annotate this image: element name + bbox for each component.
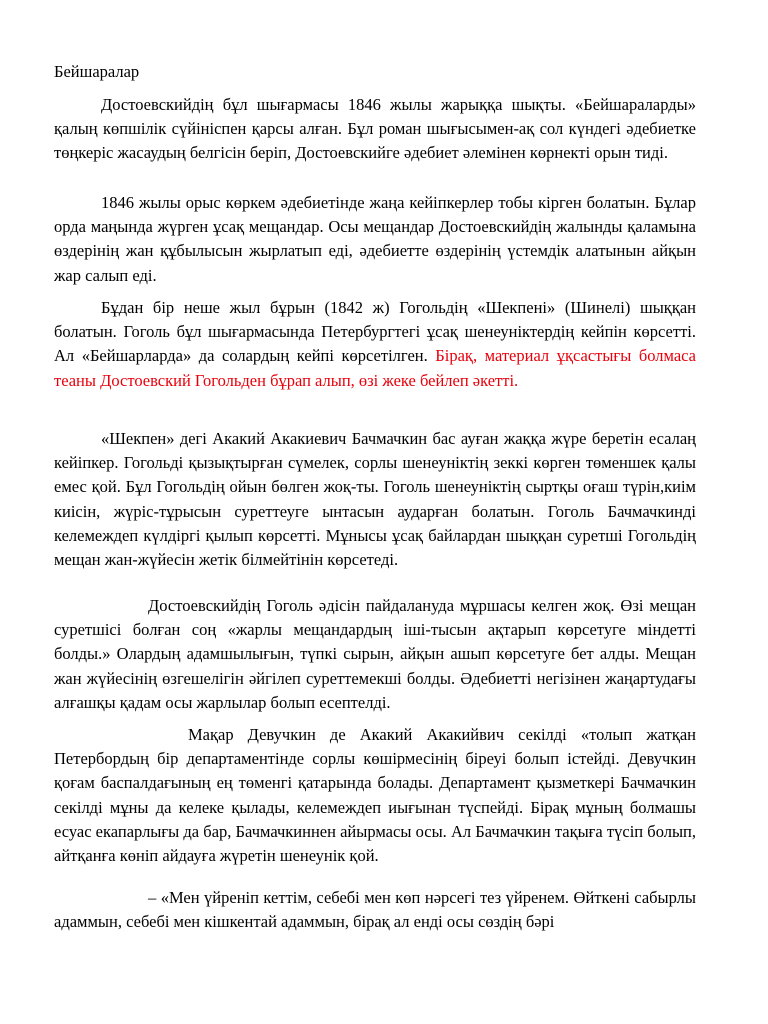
paragraph-4: [54, 427, 696, 572]
highlighted-sentence: Бірақ, материал ұқсастығы болмаса теаны Достоевский Гогольден бұрап алып, өзі жеке бейлеп әкетті.: [54, 346, 696, 390]
paragraph-6: [54, 723, 696, 868]
paragraph-1-text: Достоевскийдің бұл шығармасы 1846 жылы жарыққа шықты. «Бейшараларды» қалың көпшілік сүйініспен қарсы алған. Бұл роман шығысымен-ақ сол күндегі әдебиетке төңкеріс жасаудың белгісін беріп, Достоевскийге әдебиет әлемінен көрнекті орын тиді.: [54, 95, 696, 163]
document-title: Бейшаралар: [54, 62, 140, 81]
paragraph-3-text: Бұдан бір неше жыл бұрын (1842 ж) Гогольдің «Шекпені» (Шинелі) шыққан болатын. Гоголь бұл шығармасында Петербургтегі ұсақ шенеуніктердің кейпін көрсетті. Ал «Бейшарларда» да солардың кейпі көрсетілген.: [54, 298, 696, 366]
paragraph-7: [54, 886, 696, 934]
paragraph-4-text: «Шекпен» дегі Акакий Акакиевич Бачмачкин бас ауған жаққа жүре беретін есалаң кейіпкер. Гогольді қызықтырған сүмелек, сорлы шенеуніктің зеккі көрген төменшек қалы емес қой. Бұл Гогольдің ойын бөлген жоқ-ты. Гоголь шенеуніктің сыртқы оғаш түрін,киім киісін, жүріс-тұрысын суреттеуге ынтасын аударған болатын. Гоголь Бачмачкинді келемеждеп күлдіргі қылып көрсетті. Мұнысы ұсақ байлардан шыққан суретші Гогольдің мещан жан-жүйесін жетік білмейтінін көрсетеді.: [54, 429, 696, 570]
paragraph-7-text: – «Мен үйреніп кеттім, себебі мен көп нәрсегі тез үйренем. Өйткені сабырлы адаммын, себебі мен кішкентай адаммын, бірақ ал енді осы сөздің бәрі: [54, 888, 696, 932]
paragraph-2-text: 1846 жылы орыс көркем әдебиетінде жаңа кейіпкерлер тобы кірген болатын. Бұлар орда маңында жүрген ұсақ мещандар. Осы мещандар Достоевскийдің жалынды қаламына өздерінің жан құбылысын жырлатып еді, әдебиетте өздерінің үстемдік алатынын айқын жар салып еді.: [54, 193, 696, 285]
paragraph-5-text: Достоевскийдің Гоголь әдісін пайдалануда мұршасы келген жоқ. Өзі мещан суретшісі болған соң «жарлы мещандардың іші-тысын ақтарып көрсетуге міндетті болды.» Олардың адамшылығын, түпкі сырын, айқын ашып көрсетуге бет алды. Мещан жан жүйесінің өзгешелігін әйгілеп суреттемекші болды. Әдебиетті негізінен жаңартудағы алғашқы қадам осы жарлылар болып есептелді.: [54, 596, 696, 712]
paragraph-1: [54, 93, 696, 166]
paragraph-5: [54, 594, 696, 715]
paragraph-6-text: Мақар Девучкин де Акакий Акакийвич секілді «толып жатқан Петербордың бір департаментінде сорлы көшірмесінің біреуі болып істейді. Девучкин қоғам баспалдағының ең төменгі қатарында болады. Департамент қызметкері Бачмачкин секілді мұны да келеке қылады, келемеждеп иығынан түспейді. Бірақ мұның болмашы есуас екапарлығы да бар, Бачмачкиннен айырмасы осы. Ал Бачмачкин тақыға түсіп болып, айтқанға көніп айдауға жүретін шенеунік қой.: [54, 725, 696, 866]
paragraph-2: [54, 191, 696, 288]
paragraph-3: [54, 296, 696, 393]
